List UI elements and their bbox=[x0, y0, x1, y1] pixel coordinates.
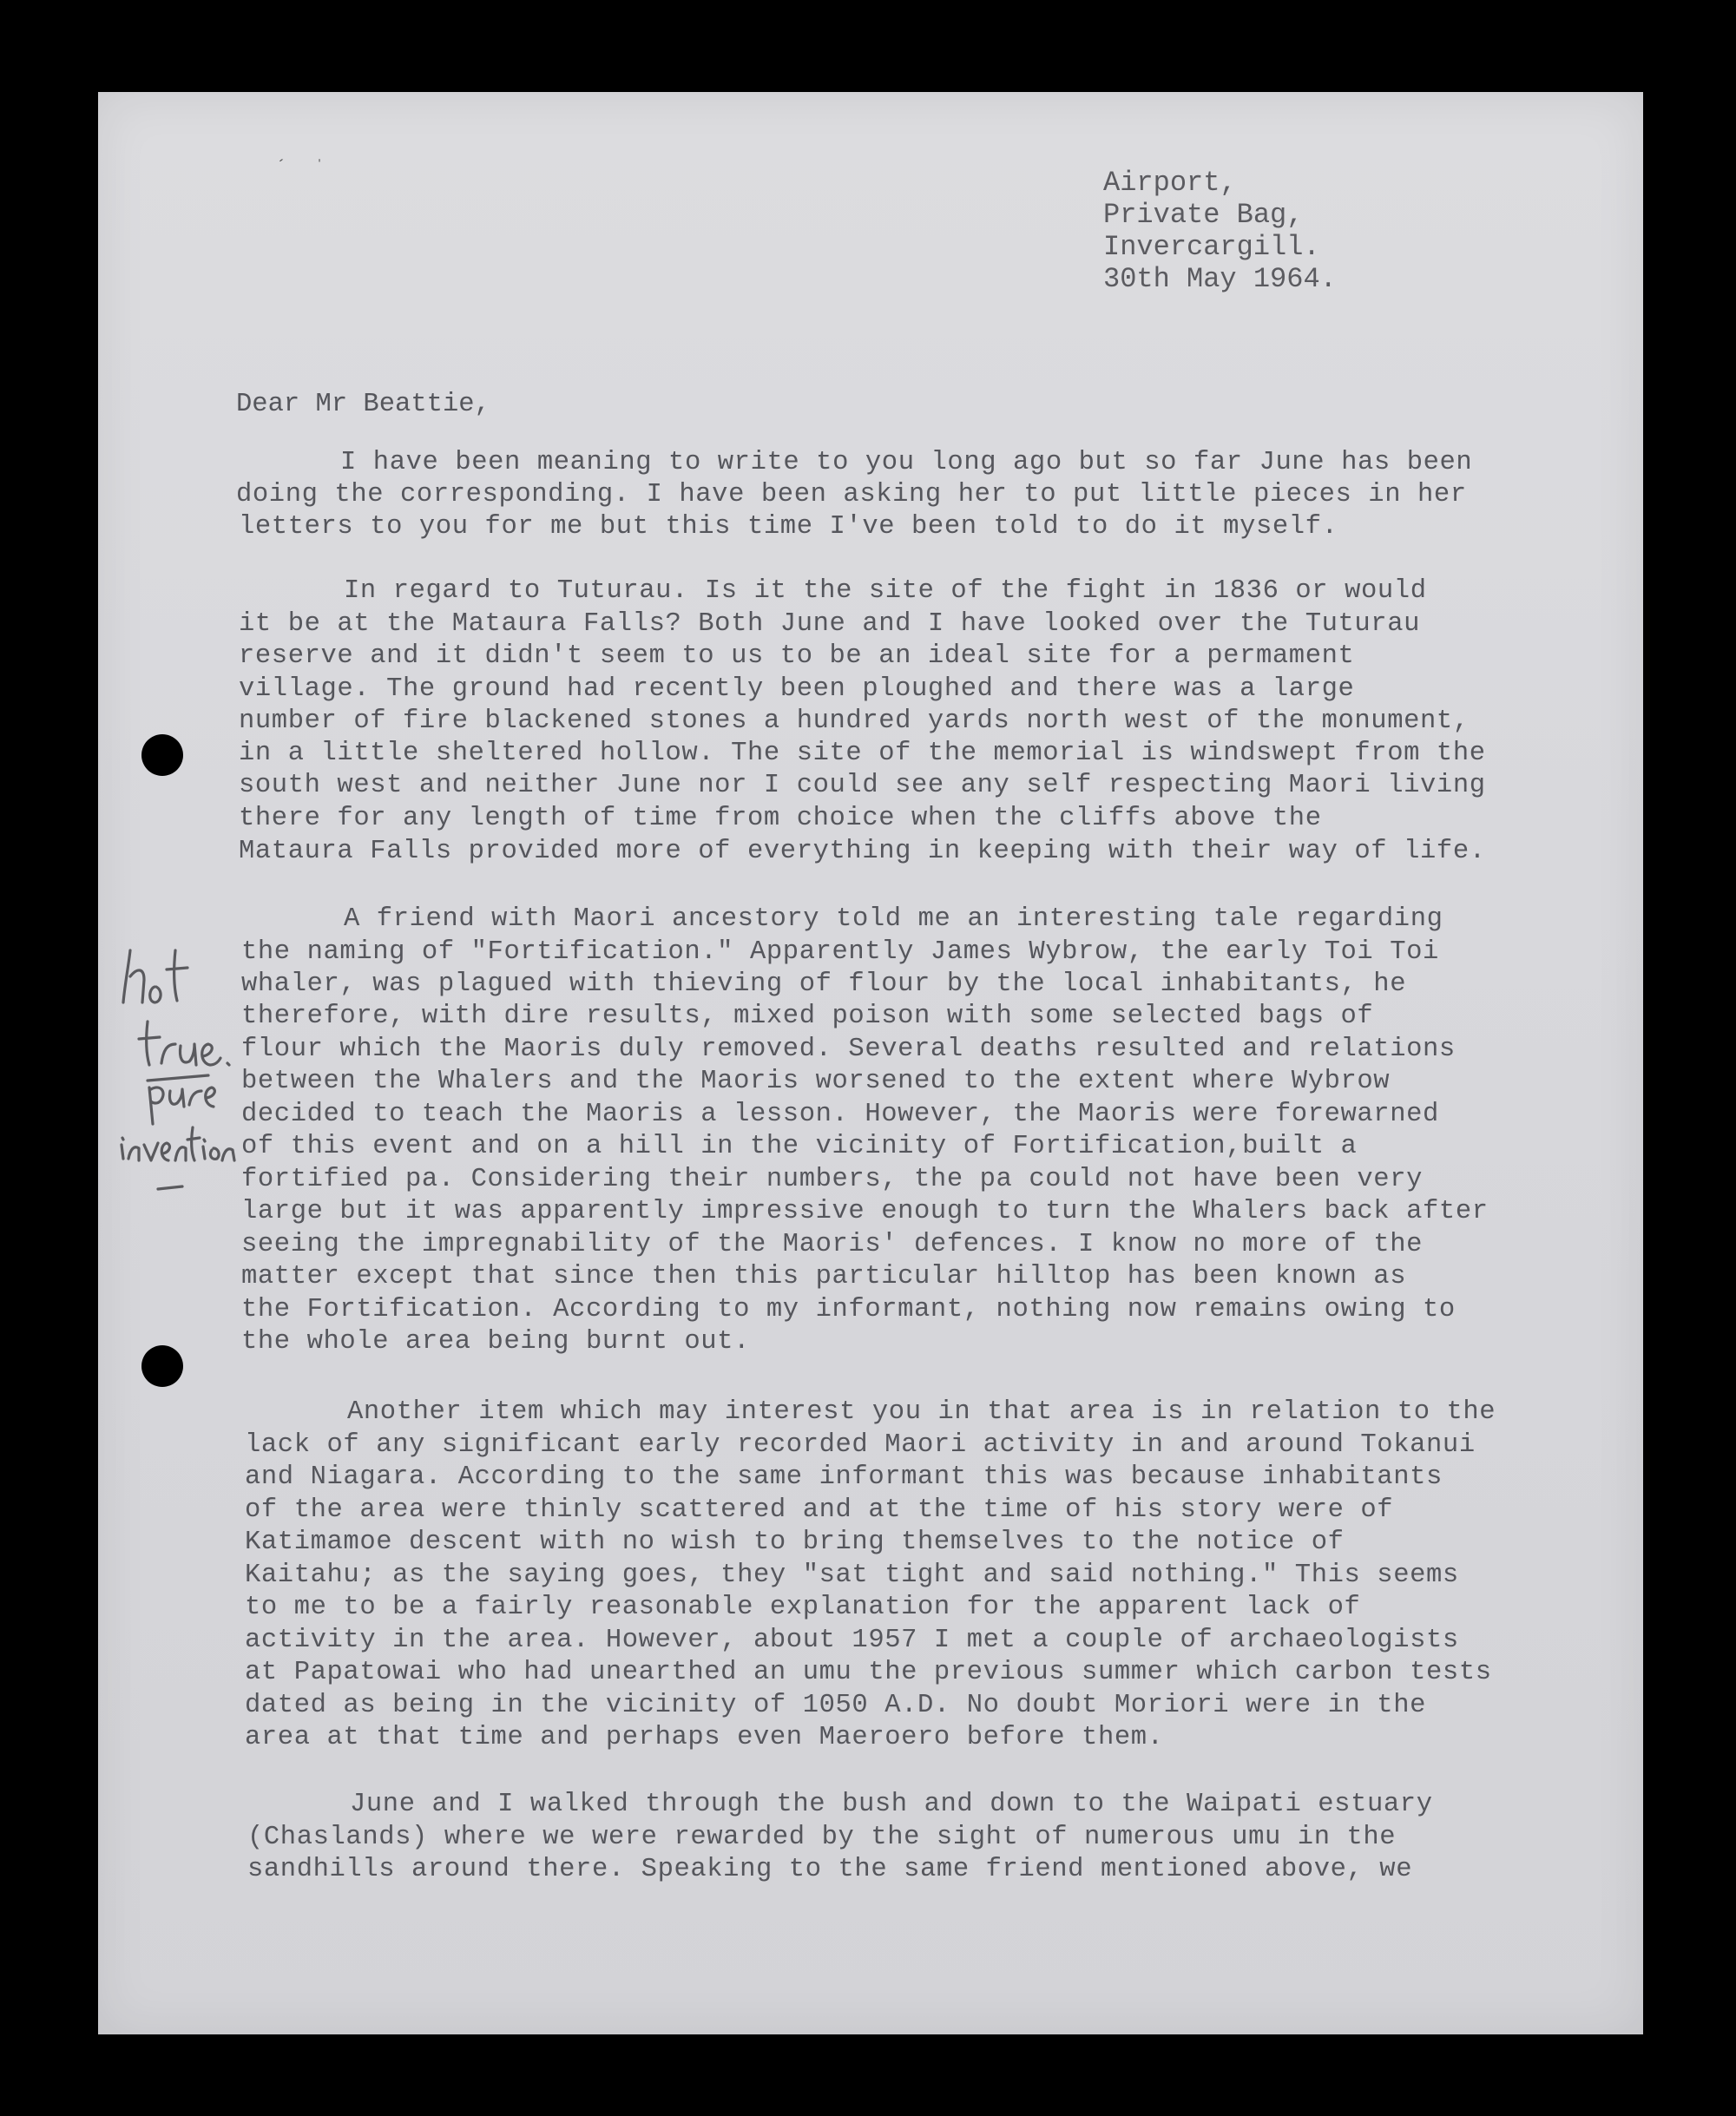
body-line: I have been meaning to write to you long ago but so far June has been bbox=[340, 448, 1473, 477]
body-line: In regard to Tuturau. Is it the site of the fight in 1836 or would bbox=[344, 576, 1427, 606]
body-line: sandhills around there. Speaking to the same friend mentioned above, we bbox=[247, 1855, 1413, 1884]
body-line: decided to teach the Maoris a lesson. However, the Maoris were forewarned bbox=[241, 1100, 1439, 1129]
letter-date: 30th May 1964. bbox=[1103, 263, 1337, 295]
body-line: matter except that since then this particular hilltop has been known as bbox=[241, 1262, 1407, 1291]
body-line: area at that time and perhaps even Maeroero before them. bbox=[245, 1723, 1164, 1752]
body-line: seeing the impregnability of the Maoris' defences. I know no more of the bbox=[241, 1230, 1424, 1259]
body-line: in a little sheltered hollow. The site of the memorial is windswept from the bbox=[239, 739, 1486, 768]
body-line: therefore, with dire results, mixed poison with some selected bags of bbox=[241, 1002, 1374, 1031]
body-line: the whole area being burnt out. bbox=[241, 1327, 750, 1357]
handwritten-annotation bbox=[113, 942, 252, 1202]
body-line: large but it was apparently impressive enough to turn the Whalers back after bbox=[241, 1197, 1489, 1226]
body-line: dated as being in the vicinity of 1050 A.D. No doubt Moriori were in the bbox=[245, 1691, 1427, 1720]
body-line: letters to you for me but this time I've been told to do it myself. bbox=[239, 512, 1338, 542]
body-line: activity in the area. However, about 1957 I met a couple of archaeologists bbox=[245, 1626, 1459, 1655]
stray-marks: ´ ˈ bbox=[276, 158, 334, 178]
salutation: Dear Mr Beattie, bbox=[236, 390, 490, 419]
body-line: (Chaslands) where we were rewarded by the sight of numerous umu in the bbox=[247, 1823, 1397, 1852]
punch-hole bbox=[141, 1345, 183, 1387]
address-line: Invercargill. bbox=[1103, 231, 1320, 263]
body-line: and Niagara. According to the same informant this was because inhabitants bbox=[245, 1462, 1443, 1492]
body-line: the naming of "Fortification." Apparently James Wybrow, the early Toi Toi bbox=[241, 937, 1439, 967]
body-line: to me to be a fairly reasonable explanation for the apparent lack of bbox=[245, 1593, 1361, 1622]
body-line: doing the corresponding. I have been asking her to put little pieces in her bbox=[236, 480, 1467, 509]
body-line: flour which the Maoris duly removed. Several deaths resulted and relations bbox=[241, 1035, 1456, 1064]
body-line: it be at the Mataura Falls? Both June and I have looked over the Tuturau bbox=[239, 609, 1421, 639]
body-line: number of fire blackened stones a hundred yards north west of the monument, bbox=[239, 706, 1470, 736]
address-line: Airport, bbox=[1103, 167, 1237, 199]
body-line: lack of any significant early recorded Maori activity in and around Tokanui bbox=[245, 1430, 1476, 1460]
body-line: the Fortification. According to my informant, nothing now remains owing to bbox=[241, 1295, 1456, 1324]
body-line: Mataura Falls provided more of everything in keeping with their way of life. bbox=[239, 837, 1486, 866]
punch-hole bbox=[141, 734, 183, 776]
address-line: Private Bag, bbox=[1103, 199, 1304, 231]
body-line: of this event and on a hill in the vicinity of Fortification,built a bbox=[241, 1132, 1358, 1161]
body-line: A friend with Maori ancestory told me an interesting tale regarding bbox=[344, 904, 1443, 934]
body-line: of the area were thinly scattered and at the time of his story were of bbox=[245, 1495, 1394, 1525]
body-line: south west and neither June nor I could see any self respecting Maori living bbox=[239, 771, 1486, 800]
body-line: Katimamoe descent with no wish to bring themselves to the notice of bbox=[245, 1528, 1345, 1557]
sender-address bbox=[1103, 167, 1337, 295]
body-line: there for any length of time from choice when the cliffs above the bbox=[239, 804, 1322, 833]
body-line: fortified pa. Considering their numbers, the pa could not have been very bbox=[241, 1165, 1424, 1194]
body-line: whaler, was plagued with thieving of flour by the local inhabitants, he bbox=[241, 969, 1407, 999]
body-line: at Papatowai who had unearthed an umu the previous summer which carbon tests bbox=[245, 1658, 1492, 1687]
body-line: village. The ground had recently been ploughed and there was a large bbox=[239, 674, 1355, 704]
body-line: Another item which may interest you in that area is in relation to the bbox=[347, 1397, 1496, 1427]
body-line: between the Whalers and the Maoris worsened to the extent where Wybrow bbox=[241, 1067, 1391, 1096]
body-line: reserve and it didn't seem to us to be an ideal site for a permament bbox=[239, 641, 1355, 671]
body-line: Kaitahu; as the saying goes, they "sat tight and said nothing." This seems bbox=[245, 1561, 1459, 1590]
body-line: June and I walked through the bush and down to the Waipati estuary bbox=[350, 1790, 1433, 1819]
